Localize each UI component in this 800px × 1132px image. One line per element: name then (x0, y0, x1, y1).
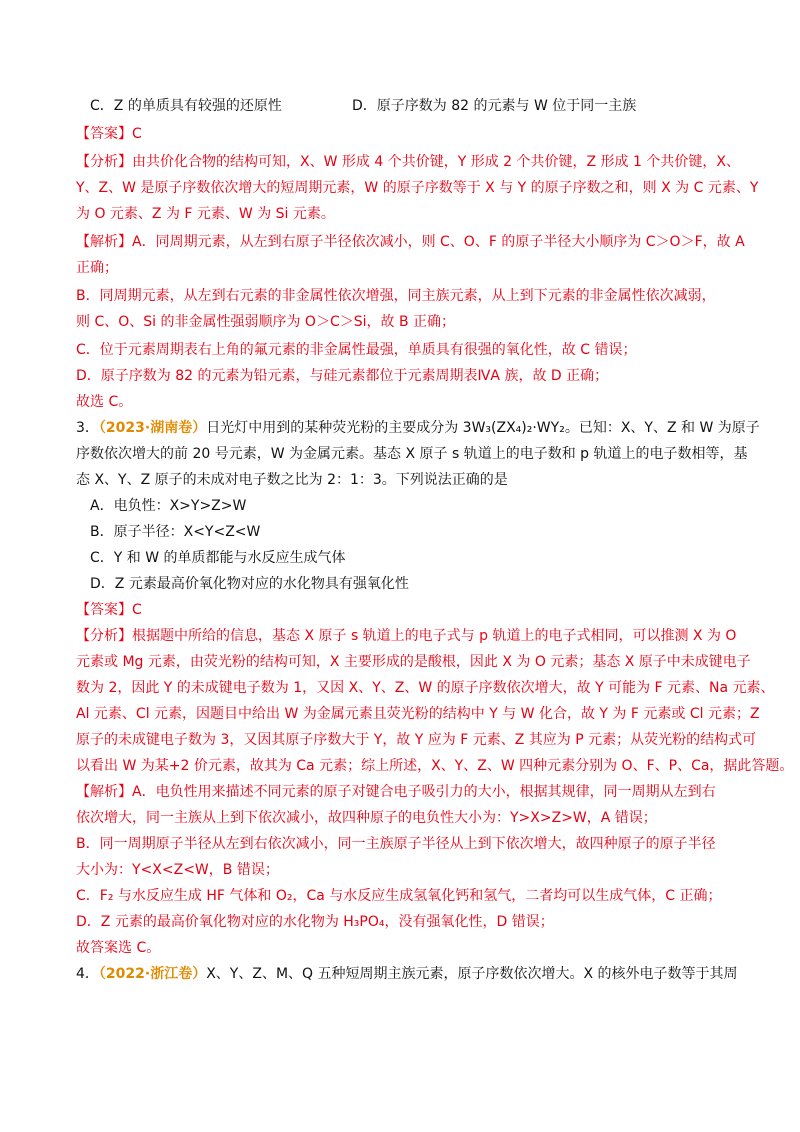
analysis-q3-line4: Al 元素、Cl 元素，因题目中给出 W 为金属元素且荧光粉的结构中 Y 与 W 化合，故 Y 为 F 元素或 Cl 元素；Z (76, 706, 760, 722)
analysis-q3-line5: 原子的未成键电子数为 3，又因其原子序数大于 Y，故 Y 应为 F 元素、Z 其应为 P 元素；从荧光粉的结构式可 (76, 732, 757, 748)
question-text: X、Y、Z、M、Q 五种短周期主族元素，原子序数依次增大。X 的核外电子数等于其周 (206, 966, 738, 982)
option-c: C．Y 和 W 的单质都能与水反应生成气体 (90, 550, 346, 566)
explanation-q2-c: C．位于元素周期表右上角的氟元素的非金属性最强，单质具有很强的氧化性，故 C 错误； (76, 342, 637, 358)
explanation-q3-b-line2: 大小为：Y<X<Z<W，B 错误； (76, 862, 279, 878)
analysis-q3-line3: 数为 2，因此 Y 的未成键电子数为 1，又因 X、Y、Z、W 的原子序数依次增大，故 Y 可能为 F 元素、Na 元素、 (76, 680, 775, 696)
analysis-q3-line6: 以看出 W 为某+2 价元素，故其为 Ca 元素；综上所述，X、Y、Z、W 四种元素分别为 O、F、P、Ca，据此答题。 (76, 758, 794, 774)
source-tag: （2023·湖南卷） (98, 420, 207, 436)
explanation-q2-b-line1: B．同周期元素，从左到右元素的非金属性依次增强，同主族元素，从上到下元素的非金属性依次减弱， (76, 288, 716, 304)
conclusion-q2: 故选 C。 (76, 394, 133, 410)
analysis-q3-line2: 元素或 Mg 元素，由荧光粉的结构可知，X 主要形成的是酸根，因此 X 为 O 元素；基态 X 原子中未成键电子 (76, 654, 751, 670)
question-4-stem-line1 (76, 964, 738, 984)
explanation-q2-b-line2: 则 C、O、Si 的非金属性强弱顺序为 O＞C＞Si，故 B 正确； (76, 314, 455, 330)
explanation-q3-c: C．F₂ 与水反应生成 HF 气体和 O₂，Ca 与水反应生成氢氧化钙和氢气，二者均可以生成气体，C 正确； (76, 888, 722, 904)
explanation-q3-b-line1: B．同一周期原子半径从左到右依次减小，同一主族原子半径从上到下依次增大，故四种原子的原子半径 (76, 836, 716, 852)
source-tag: （2022·浙江卷） (98, 966, 207, 982)
answer-label-q3: 【答案】C (76, 602, 142, 618)
option-c-prev: C．Z 的单质具有较强的还原性 (90, 98, 282, 114)
answer-label-q2: 【答案】C (76, 126, 142, 142)
option-d-prev: D．原子序数为 82 的元素与 W 位于同一主族 (352, 98, 637, 114)
question-number: 4． (76, 966, 99, 982)
explanation-q2-d: D．原子序数为 82 的元素为铅元素，与硅元素都位于元素周期表ⅣA 族，故 D 正确； (76, 368, 609, 384)
explanation-q2-line2: 正确； (76, 260, 118, 276)
analysis-q2-line3: 为 O 元素、Z 为 F 元素、W 为 Si 元素。 (76, 206, 335, 222)
option-a: A．电负性：X>Y>Z>W (90, 498, 247, 514)
option-d: D．Z 元素最高价氧化物对应的水化物具有强氧化性 (90, 576, 409, 592)
explanation-q2-line1: 【解析】A．同周期元素，从左到右原子半径依次减小，则 C、O、F 的原子半径大小顺序为 C＞O＞F，故 A (76, 234, 745, 250)
analysis-q2-line2: Y、Z、W 是原子序数依次增大的短周期元素，W 的原子序数等于 X 与 Y 的原子序数之和，则 X 为 C 元素、Y (76, 180, 759, 196)
option-b: B．原子半径：X<Y<Z<W (90, 524, 261, 540)
conclusion-q3: 故答案选 C。 (76, 940, 161, 956)
question-3-stem-line2: 序数依次增大的前 20 号元素，W 为金属元素。基态 X 原子 s 轨道上的电子数和 p 轨道上的电子数相等，基 (76, 446, 748, 462)
explanation-q3-a-line2: 依次增大，同一主族从上到下依次减小，故四种原子的电负性大小为：Y>X>Z>W，A 错误； (76, 810, 657, 826)
explanation-q3-d: D．Z 元素的最高价氧化物对应的水化物为 H₃PO₄，没有强氧化性，D 错误； (76, 914, 554, 930)
analysis-q3-line1: 【分析】根据题中所给的信息，基态 X 原子 s 轨道上的电子式与 p 轨道上的电子式相同，可以推测 X 为 O (76, 628, 737, 644)
question-3-stem-line1 (76, 418, 760, 438)
question-3-stem-line3: 态 X、Y、Z 原子的未成对电子数之比为 2：1：3。下列说法正确的是 (76, 472, 508, 488)
analysis-q2-line1: 【分析】由共价化合物的结构可知，X、W 形成 4 个共价键，Y 形成 2 个共价键，Z 形成 1 个共价键，X、 (76, 154, 740, 170)
explanation-q3-a-line1: 【解析】A．电负性用来描述不同元素的原子对键合电子吸引力的大小，根据其规律，同一周期从左到右 (76, 784, 716, 800)
question-text: 日光灯中用到的某种荧光粉的主要成分为 3W₃(ZX₄)₂·WY₂。已知：X、Y、Z 和 W 为原子 (206, 420, 760, 436)
question-number: 3． (76, 420, 99, 436)
